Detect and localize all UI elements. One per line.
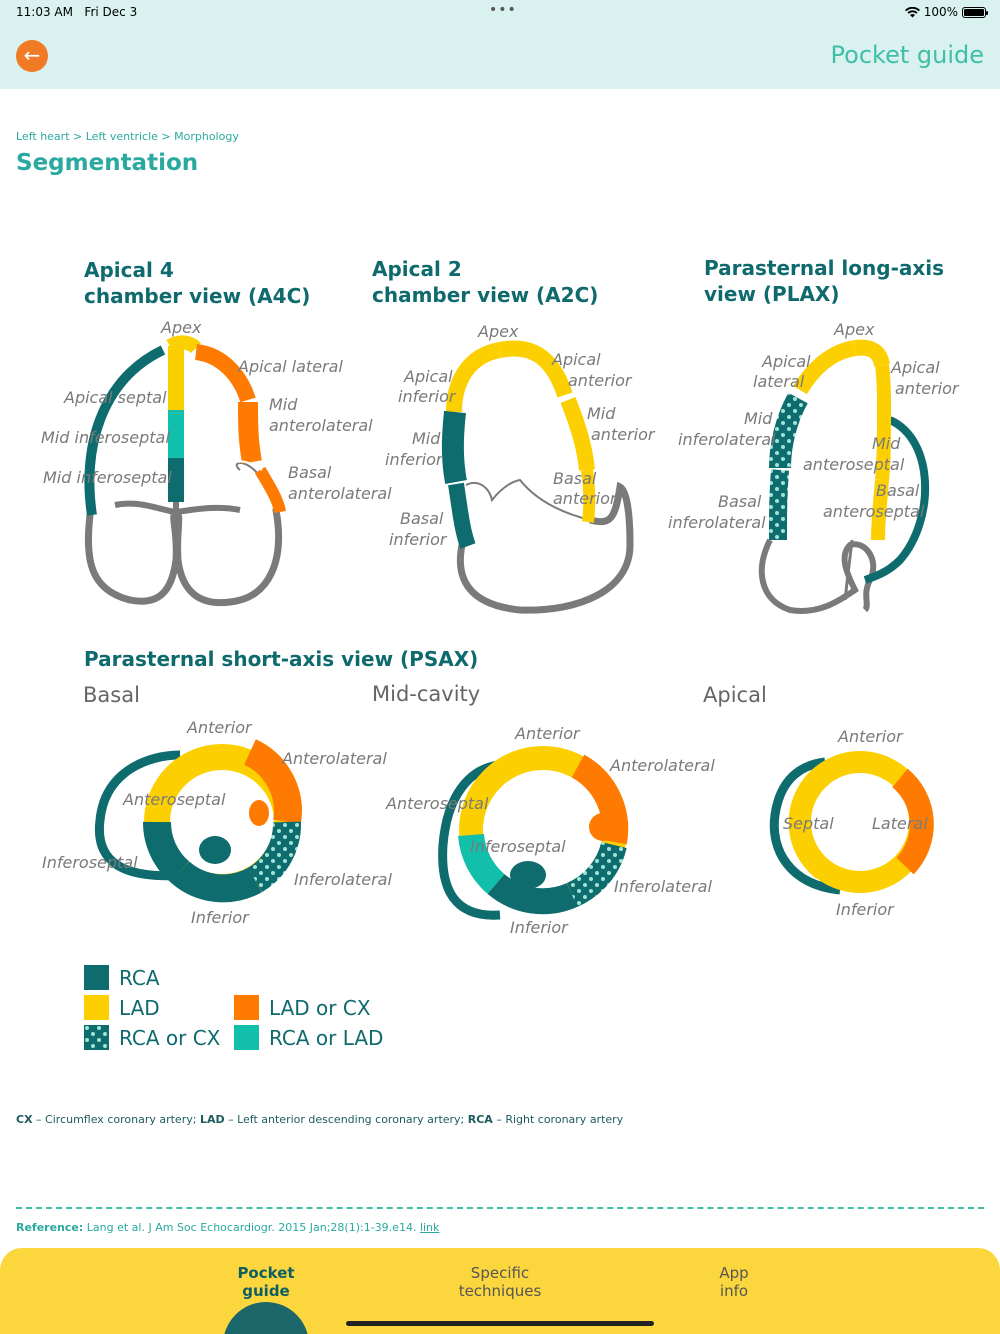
- segment-label: Inferoseptal: [470, 837, 566, 856]
- segment-label: anterior: [895, 379, 959, 398]
- segment-label: Mid: [744, 409, 773, 428]
- segment-label: Anterior: [187, 718, 252, 737]
- segment-label: Basal: [400, 509, 444, 528]
- segment-label: Anterolateral: [282, 749, 387, 768]
- segment-label: Mid: [587, 404, 616, 423]
- segment-label: Apical: [404, 367, 453, 386]
- segment-label: Apical septal: [64, 388, 167, 407]
- segment-label: Mid inferoseptal: [43, 468, 172, 487]
- psax-apical-diagram: [774, 727, 928, 919]
- segment-label: inferior: [385, 450, 443, 469]
- reference-link[interactable]: link: [419, 1221, 440, 1234]
- segment-label: Inferolateral: [294, 870, 392, 889]
- segment-label: Basal: [288, 463, 332, 482]
- segment-label: Apical: [762, 352, 811, 371]
- segment-label: Anterior: [838, 727, 903, 746]
- legend-swatch: [234, 995, 259, 1020]
- legend-item-rca-or-lad: RCA or LAD: [234, 1025, 383, 1050]
- tab-pocket-guide[interactable]: Pocket guide: [237, 1264, 295, 1300]
- psax-apical-title: Apical: [703, 683, 767, 707]
- a2c-title: Apical 2 chamber view (A2C): [372, 257, 599, 307]
- segment-label: Basal: [876, 481, 920, 500]
- segment-label: Inferolateral: [614, 877, 712, 896]
- segment-label: inferior: [398, 387, 456, 406]
- arrow-left-icon: ←: [23, 43, 41, 67]
- legend-swatch: [84, 1025, 109, 1050]
- tab-bar: [0, 1248, 1000, 1334]
- legend-swatch: [84, 995, 109, 1020]
- segment-label: inferior: [389, 530, 447, 549]
- segment-label: inferolateral: [678, 430, 776, 449]
- segment-label: Apical: [891, 358, 940, 377]
- segment-label: anteroseptal: [803, 455, 905, 474]
- segment-label: Anterolateral: [610, 756, 715, 775]
- segment-label: Apex: [834, 320, 875, 339]
- segment-label: lateral: [753, 372, 805, 391]
- segment-label: Inferior: [836, 900, 894, 919]
- segment-label: Apex: [478, 322, 519, 341]
- segment-label: anterior: [553, 489, 617, 508]
- segment-label: Inferior: [191, 908, 249, 927]
- a2c-diagram: [385, 322, 656, 610]
- segment-label: Apical: [552, 350, 601, 369]
- a4c-title: Apical 4 chamber view (A4C): [84, 258, 311, 308]
- segment-label: Basal: [718, 492, 762, 511]
- segment-label: Apical lateral: [238, 357, 343, 376]
- multitask-dots[interactable]: •••: [489, 2, 517, 18]
- header-title: Pocket guide: [830, 41, 984, 69]
- legend-item-rca: RCA: [84, 965, 160, 990]
- segment-label: Mid inferoseptal: [41, 428, 170, 447]
- segment-label: Mid: [872, 434, 901, 453]
- legend-swatch: [84, 965, 109, 990]
- dashed-divider: [16, 1207, 984, 1209]
- plax-diagram: [668, 320, 960, 611]
- legend-item-rca-or-cx: RCA or CX: [84, 1025, 220, 1050]
- legend-item-lad-or-cx: LAD or CX: [234, 995, 371, 1020]
- segment-label: Inferoseptal: [42, 853, 138, 872]
- breadcrumb[interactable]: Left heart > Left ventricle > Morphology: [16, 130, 239, 143]
- segment-label: Mid: [269, 395, 298, 414]
- reference: Reference: Lang et al. J Am Soc Echocardiogr. 2015 Jan;28(1):1-39.e14. link: [16, 1221, 440, 1234]
- segment-label: Mid: [412, 429, 441, 448]
- segment-label: Anteroseptal: [123, 790, 226, 809]
- segment-label: anteroseptal: [823, 502, 925, 521]
- tab-specific-techniques[interactable]: Specific techniques: [458, 1264, 542, 1300]
- tab-app-info[interactable]: App info: [719, 1264, 749, 1300]
- segment-label: anterolateral: [288, 484, 392, 503]
- segment-label: inferolateral: [668, 513, 766, 532]
- abbreviations: CX – Circumflex coronary artery; LAD – Left anterior descending coronary artery; RCA – Right coronary artery: [16, 1113, 624, 1126]
- segment-label: Septal: [783, 814, 834, 833]
- legend-swatch: [234, 1025, 259, 1050]
- segment-label: Basal: [553, 469, 597, 488]
- segment-label: anterolateral: [269, 416, 373, 435]
- psax-mid-diagram: [385, 724, 715, 937]
- battery-percent: 100%: [923, 5, 958, 19]
- home-indicator[interactable]: [346, 1321, 654, 1326]
- psax-mid-title: Mid-cavity: [372, 682, 481, 706]
- segment-label: Lateral: [872, 814, 928, 833]
- legend-item-lad: LAD: [84, 995, 160, 1020]
- segment-label: Inferior: [510, 918, 568, 937]
- psax-basal-diagram: [42, 718, 392, 927]
- page-title: Segmentation: [16, 150, 199, 176]
- active-tab-indicator: [223, 1302, 309, 1334]
- status-time: 11:03 AM Fri Dec 3: [16, 5, 138, 19]
- segment-label: Anteroseptal: [386, 794, 489, 813]
- psax-basal-title: Basal: [83, 683, 140, 707]
- segment-label: anterior: [568, 371, 632, 390]
- a4c-diagram: [41, 318, 392, 603]
- segment-label: Anterior: [515, 724, 580, 743]
- psax-title: Parasternal short-axis view (PSAX): [84, 647, 479, 671]
- segment-label: anterior: [591, 425, 655, 444]
- segment-label: Apex: [161, 318, 202, 337]
- plax-title: Parasternal long-axis view (PLAX): [704, 256, 945, 306]
